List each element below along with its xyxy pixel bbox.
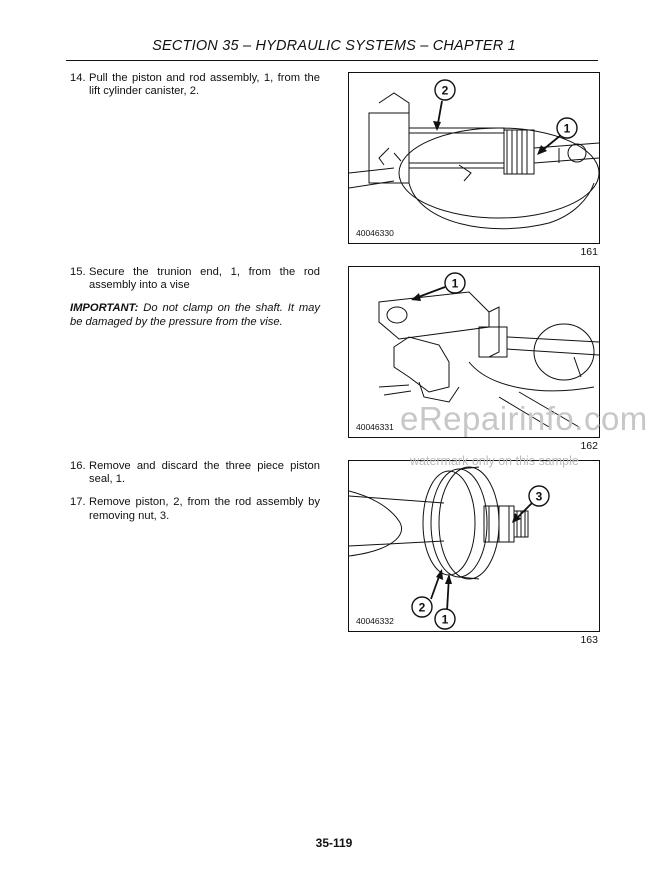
figure-code: 40046332 xyxy=(356,616,394,626)
callout-1 xyxy=(435,609,455,629)
svg-text:3: 3 xyxy=(535,489,543,504)
step-16 xyxy=(70,460,320,486)
svg-text:2: 2 xyxy=(441,83,449,98)
figure-161 xyxy=(348,72,600,244)
callout-2 xyxy=(412,597,432,617)
figure-number-163: 163 xyxy=(580,634,598,646)
callout-1 xyxy=(445,273,465,293)
important-text: Do not clamp on the shaft. It may be damaged by the pressure from the vise. xyxy=(70,302,320,328)
step-number: 16. xyxy=(70,460,86,472)
step-block-14 xyxy=(70,72,320,98)
step-15 xyxy=(70,266,320,292)
important-label: IMPORTANT: xyxy=(70,302,139,315)
step-17 xyxy=(70,496,320,522)
step-number: 14. xyxy=(70,72,86,84)
step-14 xyxy=(70,72,320,98)
section-header: SECTION 35 – HYDRAULIC SYSTEMS – CHAPTER 1 xyxy=(152,38,516,54)
step-number: 17. xyxy=(70,496,86,509)
watermark-text: eRepairinfo.com xyxy=(400,400,648,437)
svg-text:1: 1 xyxy=(563,121,571,136)
figure-code: 40046330 xyxy=(356,228,394,238)
step-text: Secure the trunion end, 1, from the rod assembly into a vise xyxy=(89,266,320,292)
step-block-15 xyxy=(70,266,320,329)
step-text: Pull the piston and rod assembly, 1, from the lift cylinder canister, 2. xyxy=(89,72,320,98)
header-rule xyxy=(66,60,598,61)
page-number: 35-119 xyxy=(315,836,353,850)
piston-rod-illustration xyxy=(349,73,599,243)
figure-number-162: 162 xyxy=(580,440,598,452)
callout-3 xyxy=(529,486,549,506)
svg-text:1: 1 xyxy=(451,276,459,291)
step-text: Remove and discard the three piece piston seal, 1. xyxy=(89,460,320,486)
svg-text:1: 1 xyxy=(441,612,449,627)
step-number: 15. xyxy=(70,266,86,278)
figure-number-161: 161 xyxy=(580,246,598,258)
watermark-subtext: watermark only on this sample xyxy=(410,454,579,468)
step-block-16-17 xyxy=(70,460,320,523)
svg-text:2: 2 xyxy=(418,600,426,615)
callout-2 xyxy=(435,80,455,100)
callout-1 xyxy=(557,118,577,138)
piston-seal-illustration xyxy=(349,461,599,631)
important-note xyxy=(70,302,320,328)
figure-163 xyxy=(348,460,600,632)
step-text: Remove piston, 2, from the rod assembly by removing nut, 3. xyxy=(89,496,320,522)
figure-code: 40046331 xyxy=(356,422,394,432)
